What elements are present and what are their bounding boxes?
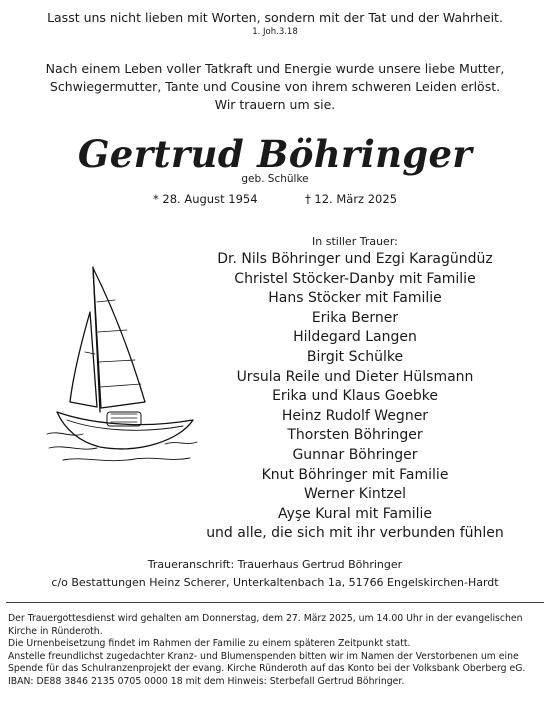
list-item: Heinz Rudolf Wegner <box>281 407 429 424</box>
list-item: Erika Berner <box>311 309 399 326</box>
list-item: Werner Kintzel <box>303 486 407 503</box>
list-item: Birgit Schülke <box>306 348 404 365</box>
list-item: Thorsten Böhringer <box>287 427 423 444</box>
list-item: Dr. Nils Böhringer und Ezgi Karagündüz <box>217 251 493 267</box>
address-line: c/o Bestattungen Heinz Scherer, Unterkaltenbach 1a, 51766 Engelskirchen-Hardt <box>51 576 499 589</box>
address-line: Traueranschrift: Trauerhaus Gertrud Böhringer <box>147 558 403 571</box>
deceased-name: Gertrud Böhringer <box>77 132 473 176</box>
death-date: † 12. März 2025 <box>305 192 398 206</box>
list-item: Knut Böhringer mit Familie <box>261 466 449 483</box>
bible-verse-reference: 1. Joh.3.18 <box>252 27 298 37</box>
maiden-name: geb. Schülke <box>241 173 309 185</box>
list-item: Hans Stöcker mit Familie <box>268 290 442 307</box>
info-line: Kirche in Ründeroth. <box>8 625 103 637</box>
mourners-list <box>195 250 515 544</box>
list-item: Ayşe Kural mit Familie <box>277 505 433 522</box>
info-line: Die Urnenbeisetzung findet im Rahmen der Familie zu einem späteren Zeitpunkt statt. <box>8 638 411 650</box>
info-line: Anstelle freundlichst zugedachter Kranz- und Blumenspenden bitten wir im Namen der Verstorbenen um eine <box>8 650 519 662</box>
sailboat-illustration <box>45 262 200 467</box>
info-line: Spende für das Schulranzenprojekt der evang. Kirche Ründeroth auf das Konto bei der Volksbank Oberberg eG. <box>8 663 526 675</box>
list-item: Gunnar Böhringer <box>292 446 418 463</box>
list-item: Christel Stöcker-Danby mit Familie <box>234 270 476 287</box>
mourning-address <box>0 556 550 592</box>
intro-line: Wir trauern um sie. <box>214 97 336 112</box>
intro-text <box>0 60 550 114</box>
list-item: Ursula Reile und Dieter Hülsmann <box>236 368 474 385</box>
divider <box>6 602 544 603</box>
intro-line: Schwiegermutter, Tante und Cousine von ihrem schweren Leiden erlöst. <box>49 79 501 94</box>
list-item: Erika und Klaus Goebke <box>272 388 438 405</box>
list-item: und alle, die sich mit ihr verbunden fühlen <box>206 525 504 542</box>
info-line: Der Trauergottesdienst wird gehalten am Donnerstag, dem 27. März 2025, um 14.00 Uhr in der evangelischen <box>8 613 523 624</box>
service-info <box>8 613 544 689</box>
mourners-label: In stiller Trauer: <box>312 235 398 248</box>
info-line: IBAN: DE88 3846 2135 0705 0000 18 mit dem Hinweis: Sterbefall Gertrud Böhringer. <box>8 675 405 687</box>
intro-line: Nach einem Leben voller Tatkraft und Energie wurde unsere liebe Mutter, <box>45 61 505 76</box>
birth-date: * 28. August 1954 <box>153 192 258 206</box>
bible-verse: Lasst uns nicht lieben mit Worten, sondern mit der Tat und der Wahrheit. <box>47 10 503 25</box>
list-item: Hildegard Langen <box>293 329 417 346</box>
